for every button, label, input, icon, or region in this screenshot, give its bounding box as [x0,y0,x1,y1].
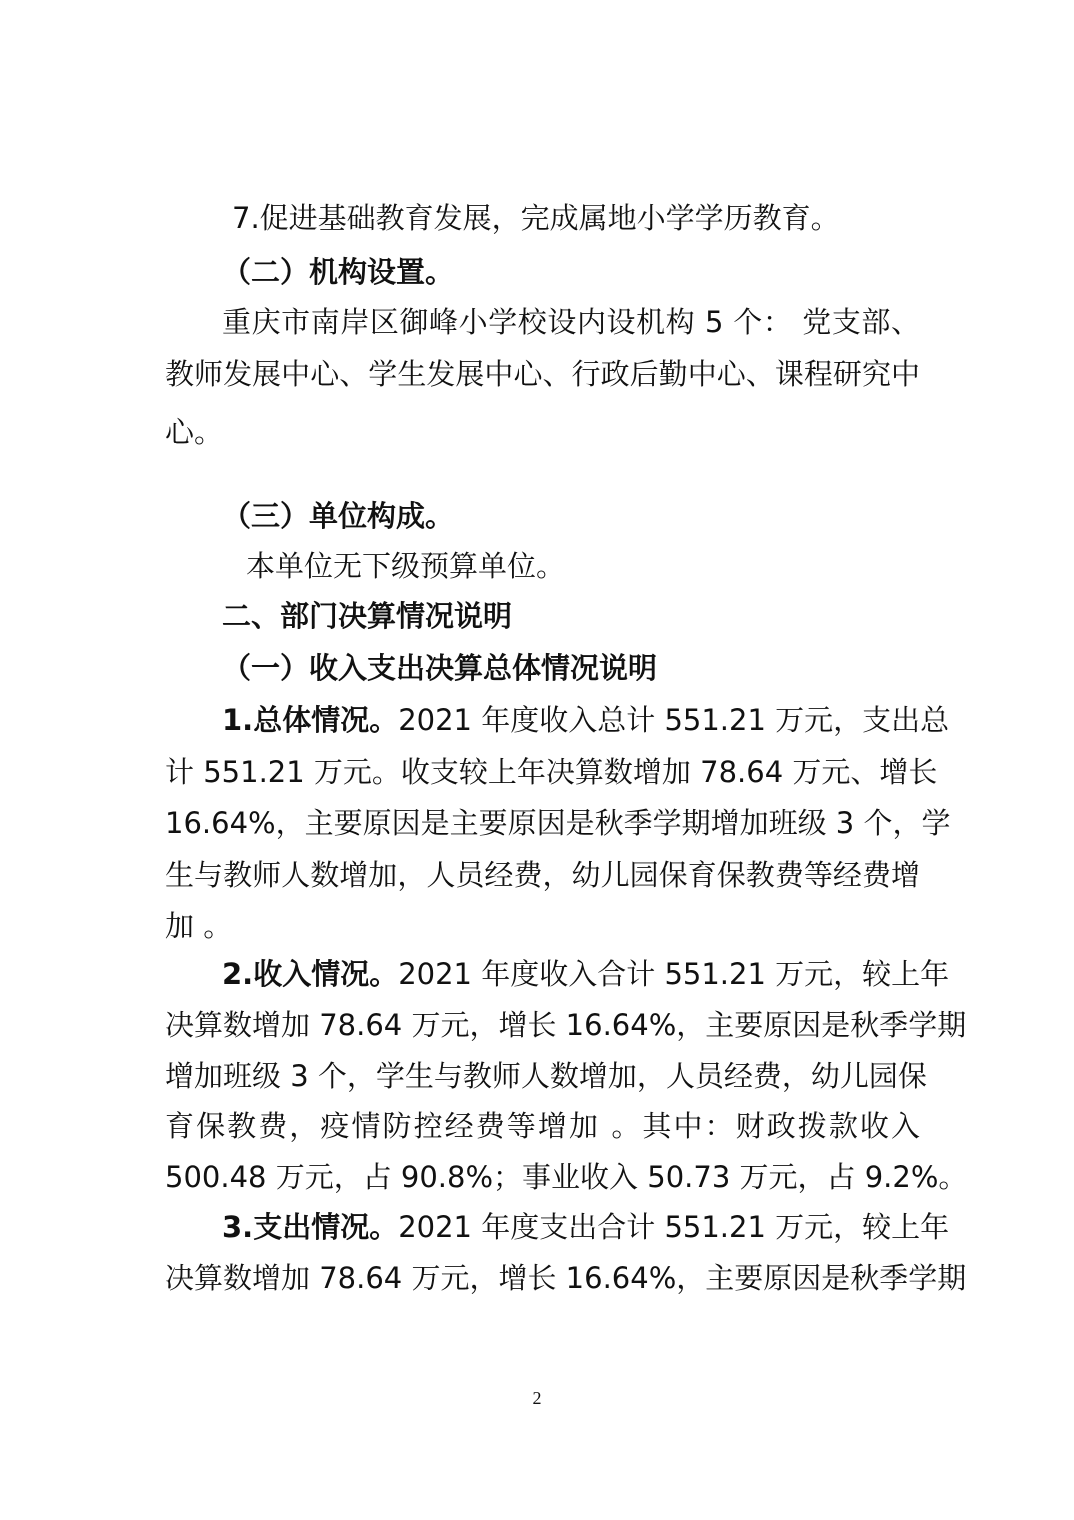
paragraph-line: 重庆市南岸区御峰小学校设内设机构 5 个： 党支部、 [222,305,920,339]
page-number: 2 [532,1388,542,1408]
paragraph-line: 16.64%，主要原因是主要原因是秋季学期增加班级 3 个，学 [165,806,951,840]
paragraph-line: 决算数增加 78.64 万元，增长 16.64%，主要原因是秋季学期 [165,1008,967,1042]
paragraph-line [222,1207,950,1247]
item-heading-expenditure: 3.支出情况。 [222,1210,399,1244]
paragraph-line: 决算数增加 78.64 万元，增长 16.64%，主要原因是秋季学期 [165,1261,967,1295]
item-text: 2021 年度支出合计 551.21 万元，较上年 [398,1210,950,1244]
section-heading-structure: （二）机构设置。 [222,255,455,289]
section-heading-overall: （一）收入支出决算总体情况说明 [222,651,658,685]
item-heading-overall: 1.总体情况。 [222,703,399,737]
paragraph-line: 教师发展中心、学生发展中心、行政后勤中心、课程研究中 [165,357,920,391]
paragraph-line: 本单位无下级预算单位。 [246,549,566,583]
paragraph-line: 增加班级 3 个，学生与教师人数增加，人员经费，幼儿园保 [165,1059,927,1093]
item-text: 2021 年度收入总计 551.21 万元，支出总 [398,703,950,737]
paragraph-line: 7.促进基础教育发展，完成属地小学学历教育。 [232,201,840,235]
item-text: 2021 年度收入合计 551.21 万元，较上年 [398,957,950,991]
paragraph-line: 500.48 万元，占 90.8%；事业收入 50.73 万元，占 9.2%。 [165,1160,968,1194]
item-heading-income: 2.收入情况。 [222,957,399,991]
paragraph-line: 计 551.21 万元。收支较上年决算数增加 78.64 万元、增长 [165,755,938,789]
paragraph-line [222,700,950,740]
paragraph-line [222,954,950,994]
paragraph-line: 心。 [165,415,224,449]
section-heading-composition: （三）单位构成。 [222,499,455,533]
paragraph-line: 生与教师人数增加，人员经费，幼儿园保育保教费等经费增 [165,858,920,892]
paragraph-line: 育保教费，疫情防控经费等增加 。其中：财政拨款收入 [165,1109,920,1143]
paragraph-line: 加 。 [165,909,233,943]
section-heading-department-accounts: 二、部门决算情况说明 [222,599,513,633]
